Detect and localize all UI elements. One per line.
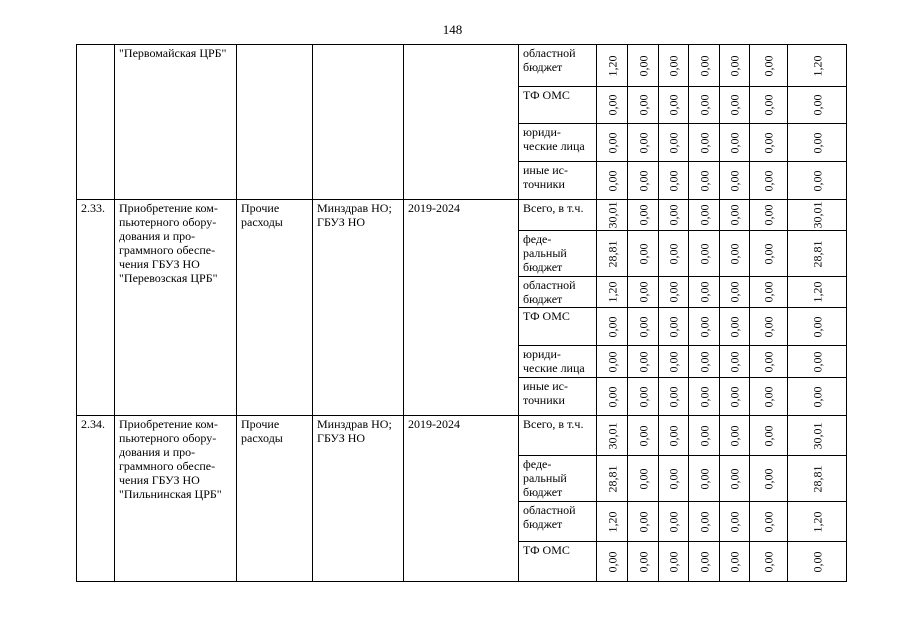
amount-value: 0,00 [727,468,742,489]
amount-cell [597,124,628,162]
amount-cell [689,416,720,456]
amount-cell [750,277,788,308]
amount-value: 0,00 [761,132,776,153]
amount-value: 0,00 [727,132,742,153]
amount-value: 0,00 [666,316,681,337]
amount-value: 0,00 [666,386,681,407]
table-row [77,200,847,231]
amount-cell [720,277,750,308]
executor [313,45,404,200]
amount-value: 0,00 [761,170,776,191]
amount-value: 0,00 [727,425,742,446]
amount-value: 0,00 [761,204,776,226]
amount-cell [788,502,847,542]
amount-value: 30,01 [605,201,619,229]
funding-source: Всего, в т.ч. [519,416,597,456]
amount-cell [750,308,788,346]
amount-value: 0,00 [636,351,650,372]
funding-source: областной бюджет [519,277,597,308]
amount-cell [597,200,628,231]
amount-cell [597,231,628,277]
amount-value: 0,00 [761,55,776,76]
amount-value: 0,00 [727,511,742,532]
amount-value: 0,00 [636,316,650,337]
amount-value: 0,00 [727,316,742,337]
row-index: 2.34. [77,416,115,582]
amount-cell [750,45,788,87]
amount-value: 0,00 [697,243,711,264]
amount-value: 0,00 [605,386,619,407]
amount-value: 0,00 [697,386,711,407]
amount-cell [628,502,659,542]
amount-cell [659,45,689,87]
amount-cell [628,231,659,277]
amount-value: 0,00 [636,386,650,407]
amount-cell [689,124,720,162]
amount-cell [659,542,689,582]
measure-name: "Первомайская ЦРБ" [115,45,237,200]
amount-cell [750,456,788,502]
amount-cell [689,346,720,378]
amount-cell [750,416,788,456]
period [404,45,519,200]
row-index [77,45,115,200]
amount-value: 0,00 [605,351,619,372]
amount-value: 0,00 [727,243,742,264]
amount-cell [788,542,847,582]
amount-value: 1,20 [605,281,619,303]
amount-value: 0,00 [666,132,681,153]
amount-value: 28,81 [605,465,619,492]
amount-cell [720,346,750,378]
amount-cell [597,308,628,346]
funding-source: юриди-ческие лица [519,124,597,162]
amount-cell [788,87,847,124]
amount-value: 0,00 [697,316,711,337]
amount-value: 0,00 [697,468,711,489]
amount-value: 0,00 [636,204,650,226]
amount-value: 0,00 [666,351,681,372]
amount-value: 0,00 [666,511,681,532]
amount-value: 0,00 [697,132,711,153]
amount-value: 0,00 [605,170,619,191]
amount-value: 0,00 [761,281,776,303]
amount-value: 0,00 [605,551,619,572]
amount-cell [689,45,720,87]
amount-value: 0,00 [727,170,742,191]
amount-cell [720,231,750,277]
amount-cell [720,308,750,346]
amount-cell [689,200,720,231]
amount-value: 0,00 [697,170,711,191]
table-row [77,416,847,456]
amount-value: 30,01 [810,422,824,449]
amount-value: 0,00 [697,551,711,572]
amount-value: 0,00 [810,386,824,407]
amount-value: 0,00 [810,316,824,337]
amount-cell [720,456,750,502]
amount-cell [659,346,689,378]
amount-cell [720,87,750,124]
amount-value: 0,00 [761,511,776,532]
amount-cell [628,277,659,308]
measure-name: Приобретение ком-пьютерного обору-дования и про-граммного обеспе-чения ГБУЗ НО "Пильнинская ЦРБ" [115,416,237,582]
amount-cell [788,124,847,162]
amount-value: 1,20 [605,55,619,76]
amount-cell [628,87,659,124]
period: 2019-2024 [404,416,519,582]
amount-value: 0,00 [727,204,742,226]
amount-cell [788,308,847,346]
amount-value: 0,00 [636,170,650,191]
amount-value: 0,00 [697,351,711,372]
funding-source: юриди-ческие лица [519,346,597,378]
amount-value: 1,20 [605,511,619,532]
amount-cell [597,542,628,582]
amount-cell [788,45,847,87]
amount-cell [788,456,847,502]
funding-source: ТФ ОМС [519,542,597,582]
amount-value: 0,00 [810,170,824,191]
amount-value: 30,01 [605,422,619,449]
amount-cell [628,45,659,87]
amount-cell [689,162,720,200]
amount-value: 0,00 [636,281,650,303]
amount-cell [628,162,659,200]
amount-cell [597,162,628,200]
amount-cell [659,502,689,542]
amount-cell [628,542,659,582]
amount-cell [597,456,628,502]
amount-cell [659,416,689,456]
amount-cell [628,378,659,416]
amount-value: 0,00 [605,94,619,116]
amount-cell [659,124,689,162]
amount-value: 0,00 [761,468,776,489]
amount-value: 0,00 [636,425,650,446]
amount-cell [720,45,750,87]
amount-cell [720,416,750,456]
expense-type: Прочие расходы [237,200,313,416]
amount-value: 0,00 [761,351,776,372]
amount-value: 0,00 [761,551,776,572]
amount-cell [750,378,788,416]
amount-value: 0,00 [666,425,681,446]
executor: Минздрав НО; ГБУЗ НО [313,416,404,582]
amount-cell [628,416,659,456]
executor: Минздрав НО; ГБУЗ НО [313,200,404,416]
amount-cell [597,502,628,542]
amount-cell [659,308,689,346]
amount-cell [788,346,847,378]
amount-value: 0,00 [697,425,711,446]
amount-value: 28,81 [810,240,824,267]
amount-value: 0,00 [636,55,650,76]
period: 2019-2024 [404,200,519,416]
amount-cell [788,277,847,308]
amount-value: 0,00 [727,551,742,572]
amount-value: 0,00 [810,132,824,153]
amount-value: 0,00 [666,204,681,226]
amount-cell [788,162,847,200]
funding-source: Всего, в т.ч. [519,200,597,231]
amount-cell [597,277,628,308]
amount-cell [659,456,689,502]
amount-value: 0,00 [697,55,711,76]
amount-value: 1,20 [810,511,824,532]
funding-source: ТФ ОМС [519,308,597,346]
row-index: 2.33. [77,200,115,416]
amount-cell [597,45,628,87]
amount-cell [597,378,628,416]
amount-value: 0,00 [761,425,776,446]
amount-cell [628,308,659,346]
amount-cell [720,502,750,542]
amount-cell [659,87,689,124]
amount-cell [659,378,689,416]
expense-type: Прочие расходы [237,416,313,582]
amount-cell [750,542,788,582]
amount-value: 0,00 [666,281,681,303]
amount-cell [659,200,689,231]
amount-cell [659,162,689,200]
amount-cell [720,378,750,416]
amount-value: 1,20 [810,55,824,76]
amount-cell [750,346,788,378]
amount-value: 0,00 [697,204,711,226]
amount-cell [750,200,788,231]
amount-cell [788,378,847,416]
funding-source: иные ис-точники [519,162,597,200]
amount-value: 1,20 [810,281,824,303]
amount-cell [750,162,788,200]
amount-cell [689,277,720,308]
amount-value: 0,00 [727,281,742,303]
amount-cell [720,200,750,231]
amount-value: 0,00 [636,511,650,532]
amount-value: 0,00 [761,243,776,264]
amount-value: 0,00 [810,351,824,372]
amount-cell [788,200,847,231]
amount-value: 0,00 [727,94,742,116]
amount-value: 0,00 [727,386,742,407]
amount-cell [597,87,628,124]
funding-source: областной бюджет [519,45,597,87]
amount-value: 28,81 [605,240,619,267]
funding-source: феде-ральный бюджет [519,231,597,277]
amount-value: 0,00 [666,94,681,116]
amount-cell [750,231,788,277]
amount-value: 0,00 [761,94,776,116]
amount-cell [788,416,847,456]
measure-name: Приобретение ком-пьютерного обору-дования и про-граммного обеспе-чения ГБУЗ НО "Перевозская ЦРБ" [115,200,237,416]
table-row [77,45,847,87]
amount-value: 0,00 [810,551,824,572]
amount-cell [720,542,750,582]
amount-value: 0,00 [761,316,776,337]
expense-type [237,45,313,200]
amount-value: 0,00 [666,55,681,76]
amount-cell [750,124,788,162]
amount-value: 0,00 [605,316,619,337]
amount-cell [750,502,788,542]
amount-value: 0,00 [605,132,619,153]
amount-value: 0,00 [727,55,742,76]
amount-cell [597,416,628,456]
funding-source: ТФ ОМС [519,87,597,124]
amount-cell [689,378,720,416]
amount-cell [689,542,720,582]
amount-value: 0,00 [636,243,650,264]
amount-cell [597,346,628,378]
amount-value: 0,00 [810,94,824,116]
amount-cell [628,200,659,231]
amount-cell [689,231,720,277]
amount-value: 0,00 [666,468,681,489]
amount-value: 0,00 [761,386,776,407]
amount-cell [689,87,720,124]
amount-value: 0,00 [636,551,650,572]
funding-source: иные ис-точники [519,378,597,416]
amount-value: 28,81 [810,465,824,492]
amount-cell [628,456,659,502]
amount-cell [659,231,689,277]
funding-source: феде-ральный бюджет [519,456,597,502]
amount-value: 0,00 [666,243,681,264]
amount-cell [750,87,788,124]
amount-value: 0,00 [727,351,742,372]
amount-value: 0,00 [636,468,650,489]
amount-value: 0,00 [636,132,650,153]
program-table [76,44,847,582]
amount-cell [689,308,720,346]
funding-source: областной бюджет [519,502,597,542]
amount-value: 0,00 [666,551,681,572]
amount-value: 0,00 [636,94,650,116]
amount-value: 0,00 [697,281,711,303]
amount-value: 0,00 [697,511,711,532]
amount-cell [720,124,750,162]
amount-cell [788,231,847,277]
amount-cell [689,456,720,502]
page-number: 148 [442,22,463,37]
amount-value: 0,00 [666,170,681,191]
amount-cell [628,124,659,162]
amount-cell [659,277,689,308]
amount-cell [628,346,659,378]
amount-cell [720,162,750,200]
amount-cell [689,502,720,542]
amount-value: 0,00 [697,94,711,116]
amount-value: 30,01 [810,201,824,229]
